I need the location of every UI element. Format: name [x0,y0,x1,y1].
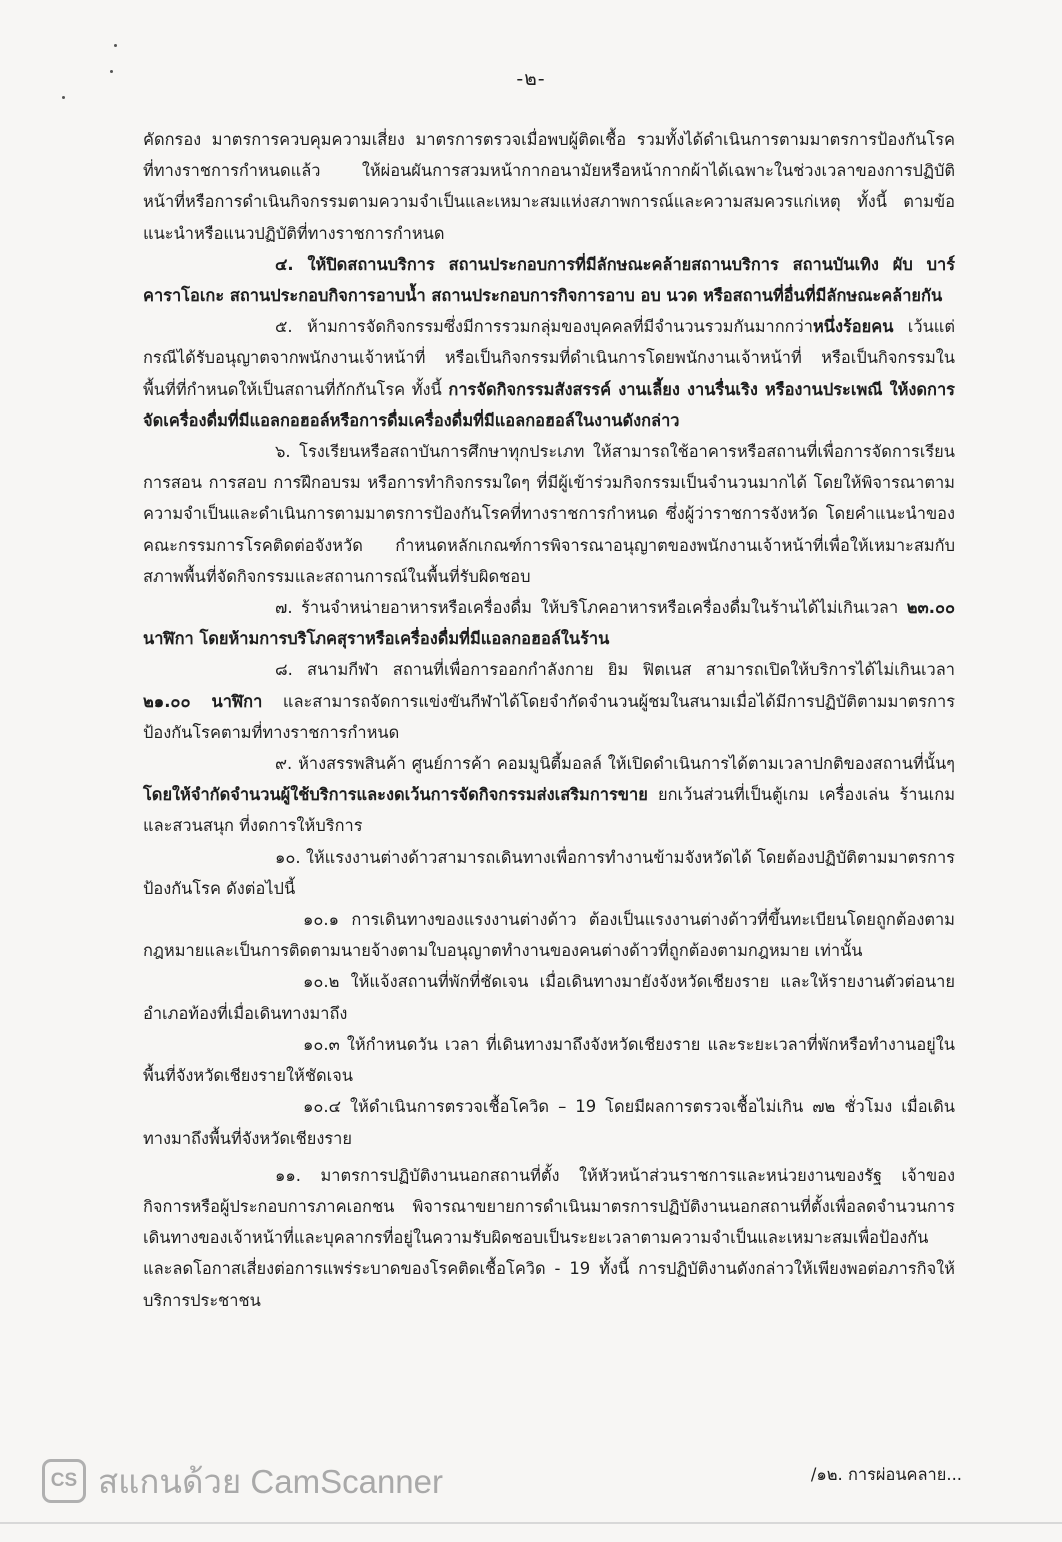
paragraph-text: ๘. สนามกีฬา สถานที่เพื่อการออกกำลังกาย ยิม ฟิตเนส สามารถเปิดให้บริการได้ไม่เกินเวลา [275,660,955,680]
paragraph-text: และสามารถจัดการแข่งขันกีฬาได้โดยจำกัดจำนวนผู้ชมในสนามเมื่อได้มีการปฏิบัติตามมาตรการป้องกันโรคตามที่ทางราชการกำหนด [143,691,955,742]
paragraph-text: ๑๑. มาตรการปฏิบัติงานนอกสถานที่ตั้ง ให้หัวหน้าส่วนราชการและหน่วยงานของรัฐ เจ้าของกิจการหรือผู้ประกอบการภาคเอกชน พิจารณาขยายการดำเนินมาตรการปฏิบัติงานนอกสถานที่ตั้งเพื่อลดจำนวนการเดินทางของเจ้าหน้าที่และบุคลากรที่อยู่ในความรับผิดชอบเป็นระยะเวลาตามความจำเป็นและเหมาะสมเพื่อป้องกันและลดโอกาสเสี่ยงต่อการแพร่ระบาดของโรคติดเชื้อโควิด - 19 ทั้งนี้ การปฏิบัติงานดังกล่าวให้เพียงพอต่อภารกิจให้บริการประชาชน [143,1165,955,1310]
paragraph-text: ๒๑.๐๐ นาฬิกา [143,691,263,711]
camscanner-watermark [42,1456,443,1506]
paragraph-text: คัดกรอง มาตรการควบคุมความเสี่ยง มาตรการตรวจเมื่อพบผู้ติดเชื้อ รวมทั้งได้ดำเนินการตามมาตรการป้องกันโรคที่ทางราชการกำหนดแล้ว ให้ผ่อนผันการสวมหน้ากากอนามัยหรือหน้ากากผ้าได้เฉพาะในช่วงเวลาของการปฏิบัติหน้าที่หรือการดำเนินกิจกรรมตามความจำเป็นและเหมาะสมแห่งสภาพการณ์และความสมควรแก่เหตุ ทั้งนี้ ตามข้อแนะนำหรือแนวปฏิบัติที่ทางราชการกำหนด [143,130,955,243]
paragraph-text: หนึ่งร้อยคน [812,317,894,337]
paragraph-4 [143,249,955,311]
paragraph-9 [143,748,955,842]
page-number: -๒- [516,68,546,90]
camscanner-logo-icon: CS [42,1459,86,1503]
paragraph-8 [143,654,955,748]
paragraph-text: การจัดกิจกรรมสังสรรค์ งานเลี้ยง งานรื่นเริง หรืองานประเพณี ให้งดการจัดเครื่องดื่มที่มีแอลกอฮอล์หรือการดื่มเครื่องดื่มที่มีแอลกอฮอล์ในงานดังกล่าว [143,379,955,430]
paragraph-text: ๕. ห้ามการจัดกิจกรรมซึ่งมีการรวมกลุ่มของบุคคลที่มีจำนวนรวมกันมากกว่า [275,317,813,337]
paragraph-text: ๑๐.๒ ให้แจ้งสถานที่พักที่ชัดเจน เมื่อเดินทางมายังจังหวัดเชียงราย และให้รายงานตัวต่อนายอำเภอท้องที่เมื่อเดินทางมาถึง [143,972,955,1023]
paragraph-text: ๙. ห้างสรรพสินค้า ศูนย์การค้า คอมมูนิตี้มอลล์ ให้เปิดดำเนินการได้ตามเวลาปกติของสถานที่นั้นๆ [275,754,955,774]
paragraph-text: ๑๐.๔ ให้ดำเนินการตรวจเชื้อโควิด – 19 โดยมีผลการตรวจเชื้อไม่เกิน ๗๒ ชั่วโมง เมื่อเดินทางมาถึงพื้นที่จังหวัดเชียงราย [143,1097,955,1148]
paragraph-text: ๖. โรงเรียนหรือสถาบันการศึกษาทุกประเภท ให้สามารถใช้อาคารหรือสถานที่เพื่อการจัดการเรียนการสอน การสอบ การฝึกอบรม หรือการทำกิจกรรมใดๆ ที่มีผู้เข้าร่วมกิจกรรมเป็นจำนวนมากได้ โดยให้พิจารณาตามความจำเป็นและดำเนินการตามมาตรการป้องกันโรคที่ทางราชการกำหนด ซึ่งผู้ว่าราชการจังหวัด โดยคำแนะนำของคณะกรรมการโรคติดต่อจังหวัด กำหนดหลักเกณฑ์การพิจารณาอนุญาตของพนักงานเจ้าหน้าที่เพื่อให้เหมาะสมกับสภาพพื้นที่จัดกิจกรรมและสถานการณ์ในพื้นที่รับผิดชอบ [143,442,955,586]
paragraph-text: ๗. ร้านจำหน่ายอาหารหรือเครื่องดื่ม ให้บริโภคอาหารหรือเครื่องดื่มในร้านได้ไม่เกินเวลา [275,598,907,618]
scan-speck [114,44,117,47]
paragraph-text: ๑๐. ให้แรงงานต่างด้าวสามารถเดินทางเพื่อการทำงานข้ามจังหวัดได้ โดยต้องปฏิบัติตามมาตรการป้องกันโรค ดังต่อไปนี้ [143,847,955,898]
paragraph-text: ๑๐.๓ ให้กำหนดวัน เวลา ที่เดินทางมาถึงจังหวัดเชียงราย และระยะเวลาที่พักหรือทำงานอยู่ในพื้นที่จังหวัดเชียงรายให้ชัดเจน [143,1034,955,1086]
paragraph-6 [143,436,955,592]
document-body [143,124,955,1316]
paragraph-text: เว้นแต่ กรณีได้รับอนุญาตจากพนักงานเจ้าหน้าที่ หรือเป็นกิจกรรมที่ดำเนินการโดยพนักงานเจ้าหน้าที่ หรือเป็นกิจกรรมในพื้นที่ที่กำหนดให้เป็นสถานที่กักกันโรค ทั้งนี้ [143,317,955,399]
paragraph-10-2 [143,966,955,1028]
paragraph-10-4 [143,1091,955,1153]
paragraph-11 [143,1160,955,1316]
paragraph-text: โดยให้จำกัดจำนวนผู้ใช้บริการและงดเว้นการจัดกิจกรรมส่งเสริมการขาย [143,785,648,805]
camscanner-text: สแกนด้วย CamScanner [98,1462,444,1500]
paragraph-text: ๑๐.๑ การเดินทางของแรงงานต่างด้าว ต้องเป็นแรงงานต่างด้าวที่ขึ้นทะเบียนโดยถูกต้องตามกฎหมายและเป็นการติดตามนายจ้างตามใบอนุญาตทำงานของคนต่างด้าวที่ถูกต้องตามกฎหมาย เท่านั้น [143,910,955,961]
paragraph-7 [143,592,955,654]
scan-speck [62,96,65,99]
paragraph-10-1 [143,904,955,966]
next-page-reference: /๑๒. การผ่อนคลาย... [810,1465,962,1484]
paragraph-text: ยกเว้นส่วนที่เป็นตู้เกม เครื่องเล่น ร้านเกม และสวนสนุก ที่งดการให้บริการ [143,785,955,836]
scan-edge-line [0,1522,1062,1524]
paragraph-10 [143,842,955,904]
paragraph-text: ๔. ให้ปิดสถานบริการ สถานประกอบการที่มีลักษณะคล้ายสถานบริการ สถานบันเทิง ผับ บาร์ คาราโอเกะ สถานประกอบกิจการอาบน้ำ สถานประกอบการกิจการอาบ อบ นวด หรือสถานที่อื่นที่มีลักษณะคล้ายกัน [143,254,955,306]
paragraph-text: ๒๓.๐๐ นาฬิกา โดยห้ามการบริโภคสุราหรือเครื่องดื่มที่มีแอลกอฮอล์ในร้าน [143,598,955,649]
paragraph-5 [143,311,955,436]
paragraph-cont [143,124,955,249]
paragraph-10-3 [143,1029,955,1091]
